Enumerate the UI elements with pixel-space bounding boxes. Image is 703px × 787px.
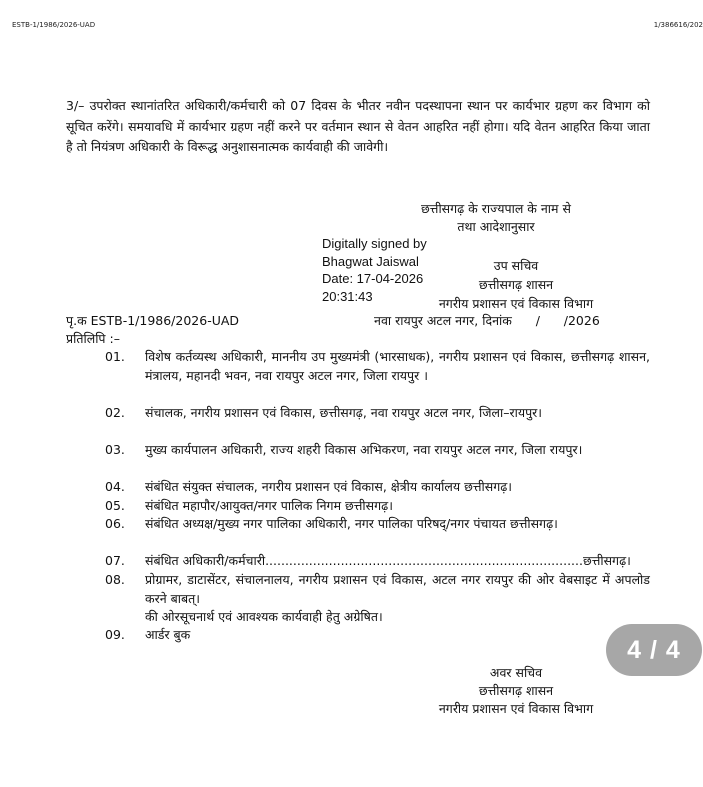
digital-signature-line-3: Date: 17-04-2026 xyxy=(322,271,424,286)
signatory-top-department: नगरीय प्रशासन एवं विकास विभाग xyxy=(438,296,594,311)
instruction-paragraph: 3/– उपरोक्त स्थानांतरित अधिकारी/कर्मचारी को 07 दिवस के भीतर नवीन पदस्थापना स्थान पर कार्यभार ग्रहण कर विभाग को सूचित करेंगे। समयावधि में कार्यभार ग्रहण नहीं करने पर वर्तमान स्थान से वेतन आहरित नहीं होगा। यदि वेतन आहरित किया जाता है तो नियंत्रण अधिकारी के विरूद्ध अनुशासनात्मक कार्यवाही की जावेगी। xyxy=(66,98,650,154)
digital-signature-line-2: Bhagwat Jaiswal xyxy=(322,253,419,269)
list-item-number: 07. xyxy=(105,553,125,568)
list-item-number: 03. xyxy=(105,442,125,457)
order-line-2: तथा आदेशानुसार xyxy=(457,219,535,234)
signatory-top-designation: उप सचिव xyxy=(493,258,539,273)
order-authority xyxy=(390,200,602,236)
list-item-number: 05. xyxy=(105,498,125,513)
copy-label: प्रतिलिपि :– xyxy=(66,331,120,346)
header-left-code: ESTB-1/1986/2026-UAD xyxy=(12,21,96,29)
list-item-text: मुख्य कार्यपालन अधिकारी, राज्य शहरी विकास अभिकरण, नवा रायपुर अटल नगर, जिला रायपुर। xyxy=(145,442,583,457)
list-item-text: संबंधित अधिकारी/कर्मचारी................................................................................छत्तीसगढ़। xyxy=(145,553,631,568)
order-line-1: छत्तीसगढ़ के राज्यपाल के नाम से xyxy=(421,201,571,216)
list-item-text: संबंधित संयुक्त संचालक, नगरीय प्रशासन एवं विकास, क्षेत्रीय कार्यालय छत्तीसगढ़। xyxy=(145,479,513,494)
list-item-number: 09. xyxy=(105,627,125,642)
list-item-text: आर्डर बुक xyxy=(145,627,191,642)
reference-number: पृ.क ESTB-1/1986/2026-UAD xyxy=(66,313,240,328)
list-item-text: संबंधित महापौर/आयुक्त/नगर पालिक निगम छत्तीसगढ़। xyxy=(145,498,393,513)
list-item-number: 02. xyxy=(105,405,125,420)
page-indicator-badge: 4 / 4 xyxy=(606,624,702,676)
forwarding-note: की ओरसूचनार्थ एवं आवश्यक कार्यवाही हेतु अग्रेषित। xyxy=(145,609,383,624)
signatory-bottom-department: नगरीय प्रशासन एवं विकास विभाग xyxy=(438,701,594,716)
list-item-number: 01. xyxy=(105,349,125,364)
signatory-bottom xyxy=(418,664,614,718)
header-right-code: 1/386616/202 xyxy=(653,21,703,29)
digital-signature-line-4: 20:31:43 xyxy=(322,288,373,304)
list-item-number: 04. xyxy=(105,479,125,494)
digital-signature-line-1: Digitally signed by xyxy=(322,236,427,251)
list-item-number: 08. xyxy=(105,572,125,587)
list-item-number: 06. xyxy=(105,516,125,531)
list-item-text: प्रोग्रामर, डाटासेंटर, संचालनालय, नगरीय प्रशासन एवं विकास, अटल नगर रायपुर की ओर वेबसाइट में अपलोड करने बाबत्। xyxy=(145,572,650,606)
list-item-text: संबंधित अध्यक्ष/मुख्य नगर पालिका अधिकारी, नगर पालिका परिषद्/नगर पंचायत छत्तीसगढ़। xyxy=(145,516,558,531)
signatory-bottom-government: छत्तीसगढ़ शासन xyxy=(478,683,554,698)
list-item-text: संचालक, नगरीय प्रशासन एवं विकास, छत्तीसगढ़, नवा रायपुर अटल नगर, जिला–रायपुर। xyxy=(145,405,543,420)
reference-place-date: नवा रायपुर अटल नगर, दिनांक / /2026 xyxy=(374,313,600,328)
signatory-bottom-designation: अवर सचिव xyxy=(489,665,543,680)
signatory-top xyxy=(418,256,614,313)
digital-signature xyxy=(322,235,427,305)
list-item-text: विशेष कर्तव्यस्थ अधिकारी, माननीय उप मुख्यमंत्री (भारसाधक), नगरीय प्रशासन एवं विकास, छत्तीसगढ़ शासन, मंत्रालय, महानदी भवन, नवा रायपुर अटल नगर, जिला रायपुर । xyxy=(145,349,650,383)
signatory-top-government: छत्तीसगढ़ शासन xyxy=(478,277,554,292)
